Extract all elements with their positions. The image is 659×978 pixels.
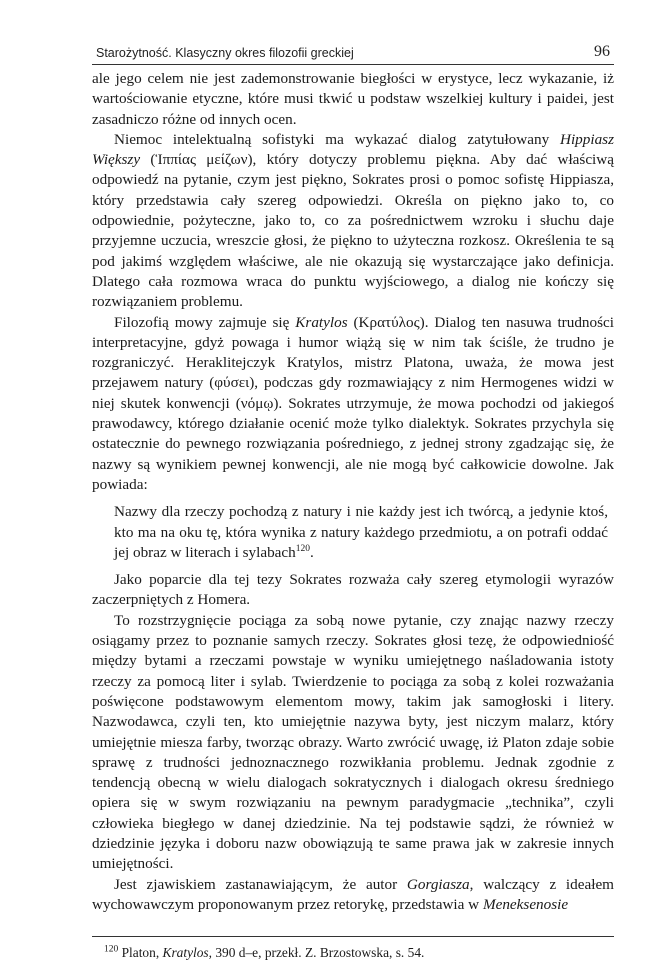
paragraph (92, 130, 614, 313)
book-page (92, 40, 614, 915)
italic-title: Gorgiasza (406, 875, 470, 893)
text-run: Filozofią mowy zajmuje się (114, 313, 296, 331)
body-text (92, 69, 614, 495)
paragraph: Jako poparcie dla tej tezy Sokrates rozważa cały szereg etymologii wyrazów zaczerpniętych z Homera. (92, 571, 614, 609)
text-run: (Κρατύλος). Dialog ten nasuwa trudności interpretacyjne, gdyż powaga i humor wiążą się w nim tak ściśle, że trudno je rozgraniczyć. Heraklitejczyk Kratylos, mistrz Platona, uważa, że mowa jest przejawem natury (φύσει), podczas gdy rozmawiający z nim Hermogenes widzi w niej skutek konwencji (νόμῳ). Sokrates utrzymuje, że mowa pochodzi od jakiegoś prawodawcy, którego działanie ocenić może tylko dialektyk. Sokrates przychyla się ostatecznie do pewnego rozwiązania pośredniego, z jednej strony zgadzając się, że nazwy są wynikiem pewnej konwencji, ale nie mogą być całkowicie dowolne. Jak powiada: (92, 313, 614, 493)
running-header (92, 40, 614, 64)
text-run: Nazwy dla rzeczy pochodzą z natury i nie każdy jest ich twórcą, a jedynie ktoś, kto ma na oku tę, która wynika z natury każdego przedmiotu, a on potrafi oddać jej obraz w literach i sylabach (114, 503, 608, 561)
italic-title: Meneksenosie (482, 895, 569, 913)
running-title: Starożytność. Klasyczny okres filozofii greckiej (96, 46, 354, 60)
paragraph: To rozstrzygnięcie pociąga za sobą nowe pytanie, czy znając nazwy rzeczy osiągamy przez to poznanie samych rzeczy. Sokrates głosi tezę, że odpowiedniość między bytami a rzeczami powstaje w wyniku umiejętnego naśladowania istoty rzeczy za pomocą liter i sylab. Twierdzenie to pociąga za sobą z kolei rozważania poświęcone podstawowym elementom mowy, takim jak samogłoski i litery. Nazwodawca, czyli ten, kto umiejętnie nazywa byty, jest niczym malarz, który umiejętnie miesza farby, tworząc obrazy. Warto zwrócić uwagę, iż Platon zdaje sobie sprawę z trudności jednoznacznego rozwikłania problemu. Jednak zgodnie z tendencją obecną w wielu dialogach sokratycznych i dialogach okresu średniego opiera się w swym rozwiązaniu na pewnym paradygmacie „technika”, czyli człowieka biegłego w danej dziedzinie. Na tej podstawie sądzi, że również w dziedzinie języka i doboru nazw obowiązują te same prawa jak w zakresie innych umiejętności. (92, 611, 614, 873)
text-run: . (310, 543, 314, 561)
paragraph (92, 313, 614, 496)
text-run: Jest zjawiskiem zastanawiającym, że autor (114, 875, 407, 893)
footnote-number: 120 (104, 944, 119, 955)
footnote-rule (92, 936, 614, 937)
italic-title: Kratylos (295, 313, 348, 331)
text-run: Niemoc intelektualną sofistyki ma wykazać dialog zatytułowany (114, 130, 560, 148)
paragraph: ale jego celem nie jest zademonstrowanie biegłości w erystyce, lecz wykazanie, iż wartościowanie etyczne, które musi tkwić u podstaw wszelkiej kultury i paidei, jest zasadniczo różne od innych ocen. (92, 70, 614, 128)
footnote (104, 945, 424, 961)
body-text-continued (92, 570, 614, 915)
quote-text (114, 502, 608, 563)
text-run: Platon, (118, 945, 163, 960)
block-quote (114, 502, 608, 563)
header-rule (92, 64, 614, 65)
text-run: (Ἱππίας μείζων), który dotyczy problemu piękna. Aby dać właściwą odpowiedź na pytanie, czym jest piękno, Sokrates prosi o pomoc sofistę Hippiasza, który przedstawia cały szereg odpowiedzi. Określa on piękno jako to, co odpowiednie, pożyteczne, jako to, co za pośrednictwem wzroku i słuchu daje przyjemne uczucia, wreszcie głosi, że piękno to użyteczna rozkosz. Określenia te są pod jakimś względem właściwe, ale nie okazują się wystarczające jako definicja. Dlatego cała rozmowa wraca do punktu wyjściowego, a dialog nie kończy się rozwiązaniem problemu. (92, 151, 614, 311)
italic-title: Kratylos (162, 945, 209, 960)
italic-title: Hippiasz Większy (92, 130, 614, 169)
paragraph (92, 875, 614, 916)
text-run: , 390 d–e, przekł. Z. Brzostowska, s. 54. (208, 945, 425, 960)
page-number: 96 (594, 43, 610, 60)
text-run: , walczący z ideałem wychowawczym proponowanym przez retorykę, przedstawia w (92, 875, 614, 913)
footnote-reference[interactable]: 120 (295, 543, 310, 554)
